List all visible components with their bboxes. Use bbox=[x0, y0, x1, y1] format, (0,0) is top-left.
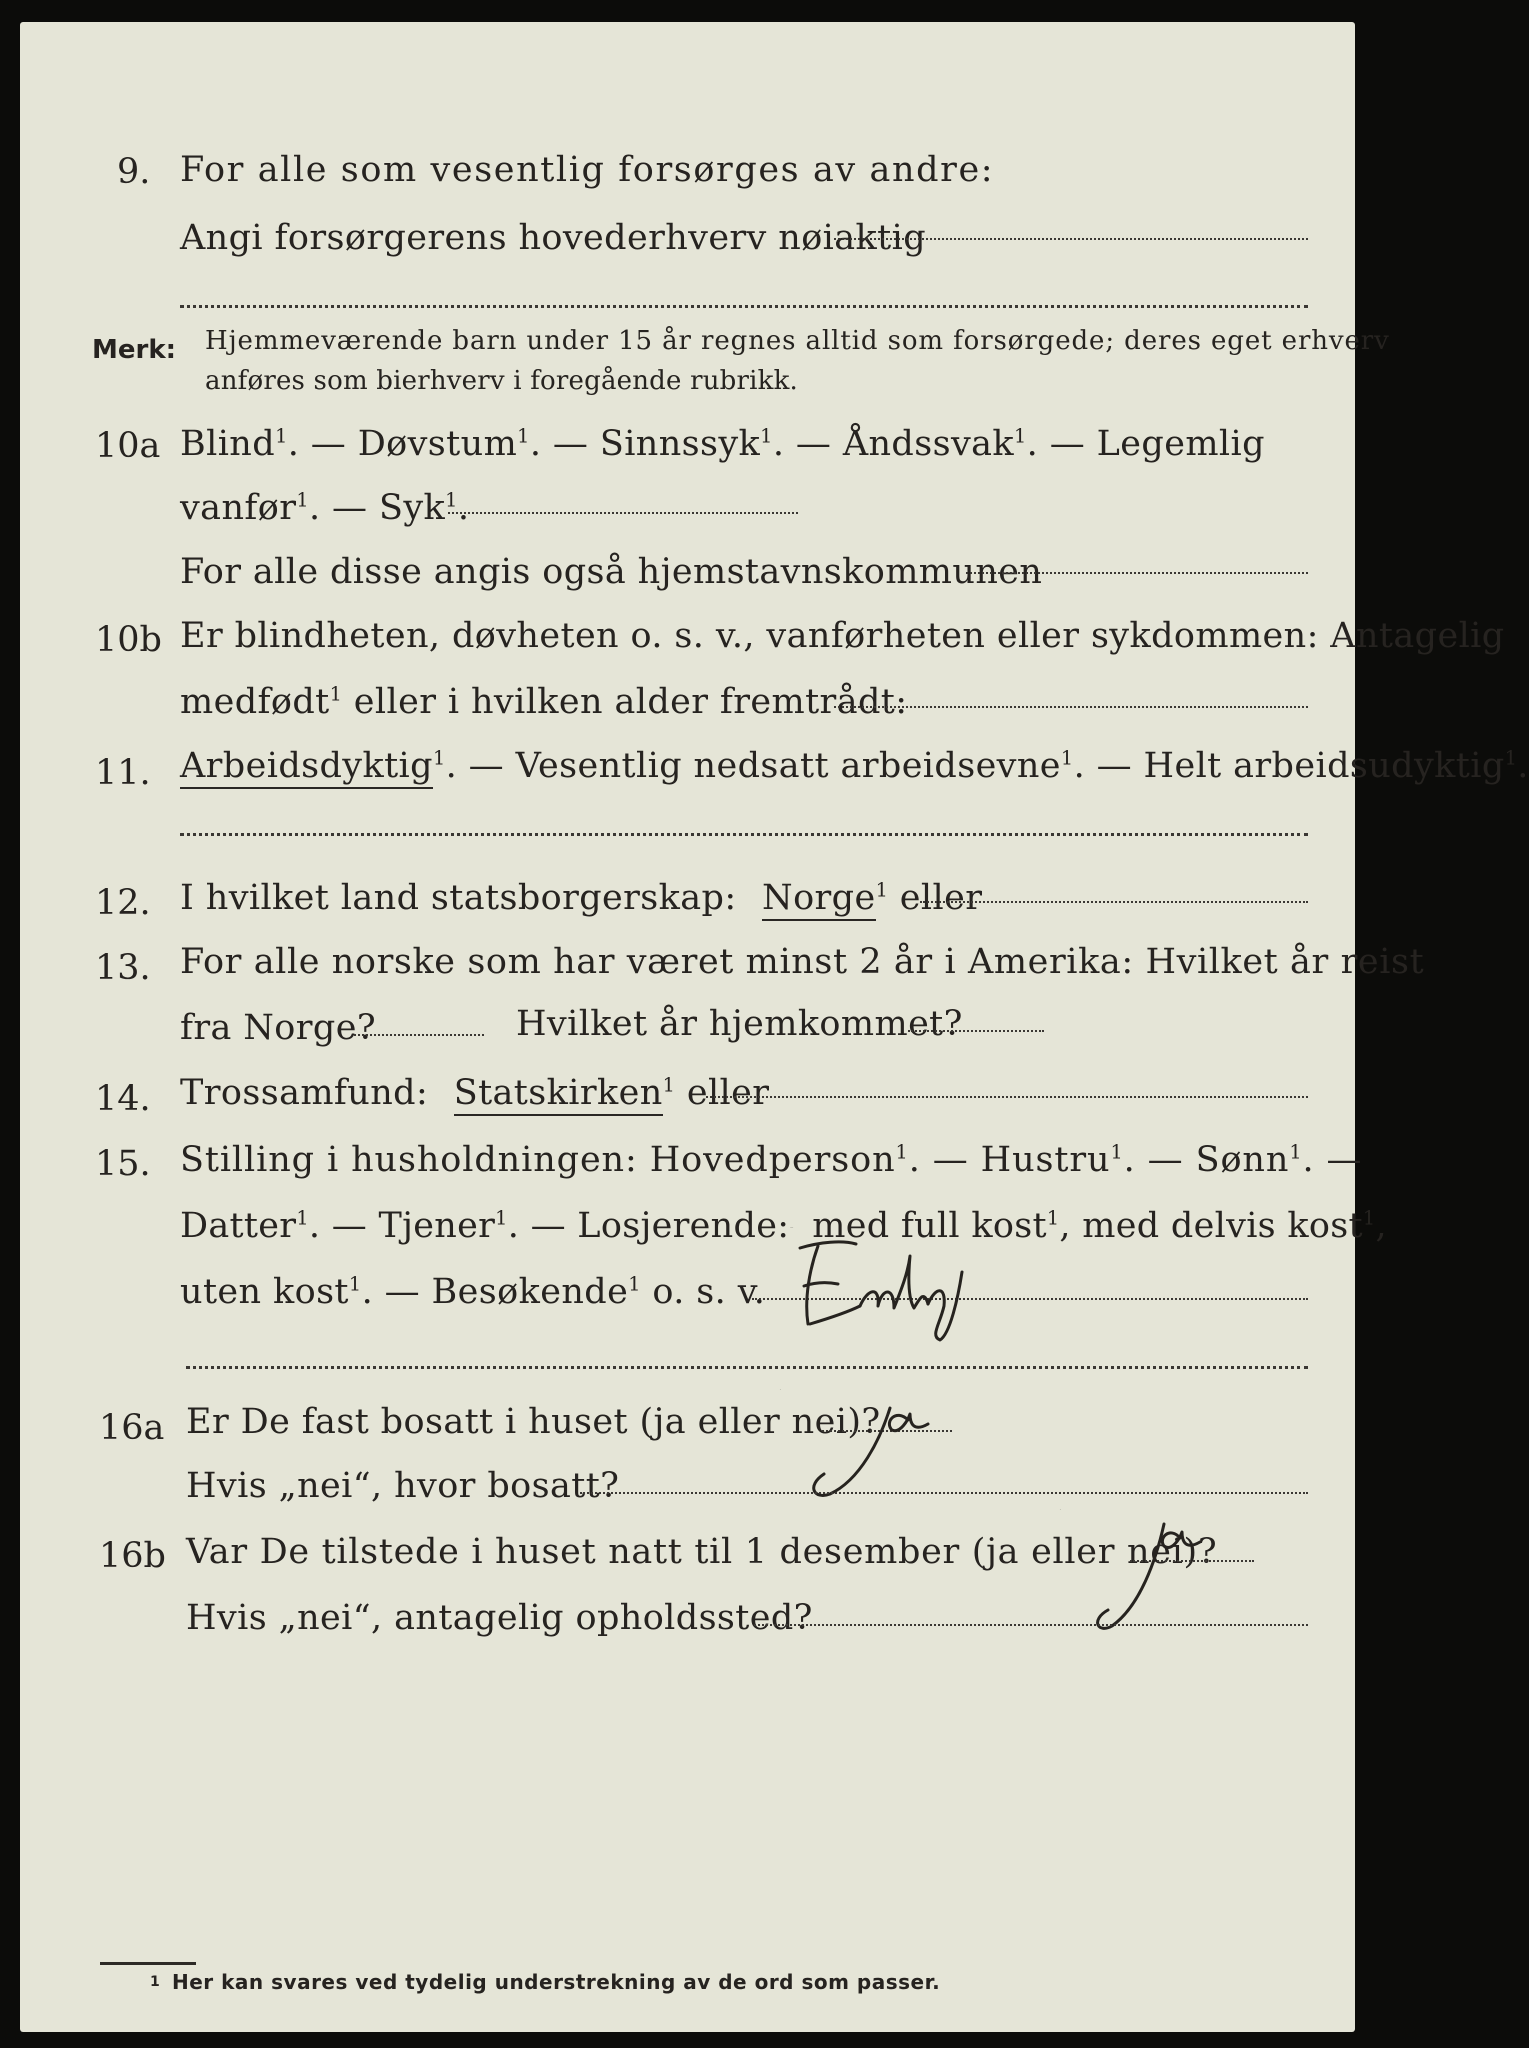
merk-label: Merk: bbox=[92, 335, 177, 365]
q13-reist-field[interactable] bbox=[354, 1034, 484, 1036]
q11-answer-field[interactable] bbox=[180, 833, 1308, 836]
q9-answer-field-2[interactable] bbox=[180, 305, 1308, 308]
option-udyktig[interactable]: . — Helt arbeidsudyktig bbox=[1073, 746, 1505, 786]
q12-number: 12. bbox=[95, 883, 151, 923]
q9-line2: Angi forsørgerens hovederhverv nøiaktig bbox=[180, 218, 927, 258]
q9-number: 9. bbox=[117, 152, 151, 192]
option-medfodt[interactable]: medfødt bbox=[180, 682, 330, 722]
option-syk[interactable]: Syk bbox=[378, 488, 446, 528]
q14-answer-field[interactable] bbox=[706, 1096, 1308, 1098]
q12-line: I hvilket land statsborgerskap: Norge$^1$ eller bbox=[180, 878, 982, 918]
option-nedsatt[interactable]: . — Vesentlig nedsatt arbeidsevne bbox=[445, 746, 1061, 786]
q14-line: Trossamfund: Statskirken$^1$ eller bbox=[180, 1073, 769, 1113]
footnote-mark: 1 bbox=[150, 1974, 161, 1990]
q13-fra-norge: fra Norge? bbox=[180, 1008, 376, 1048]
option-sinnssyk[interactable]: Sinnssyk bbox=[599, 424, 761, 464]
q15-line2: Datter$^1$. — Tjener$^1$. — Losjerende: med full kost$^1$, med delvis kost$^1$, bbox=[180, 1206, 1387, 1246]
q10a-number: 10a bbox=[95, 426, 161, 466]
q10b-answer-field[interactable] bbox=[834, 706, 1308, 708]
q13-line1: For alle norske som har været minst 2 år i Amerika: Hvilket år reist bbox=[180, 942, 1425, 982]
q11-number: 11. bbox=[95, 753, 151, 793]
option-legemlig[interactable]: Legemlig bbox=[1096, 424, 1265, 464]
q15-number: 15. bbox=[95, 1144, 151, 1184]
q16b-opholdssted-field[interactable] bbox=[754, 1624, 1308, 1626]
q9-answer-field[interactable] bbox=[834, 238, 1308, 240]
q13-hjemkommet-field[interactable] bbox=[908, 1030, 1044, 1032]
q10a-hjemstavn-field[interactable] bbox=[966, 572, 1308, 574]
q16b-line1: Var De tilstede i huset natt til 1 desember (ja eller nei)? bbox=[186, 1532, 1218, 1572]
merk-line2: anføres som bierhverv i foregående rubrikk. bbox=[205, 366, 799, 396]
q10b-line2: medfødt$^1$ eller i hvilken alder fremtrådt: bbox=[180, 682, 908, 722]
q14-number: 14. bbox=[95, 1079, 151, 1119]
q12-answer-field[interactable] bbox=[920, 901, 1308, 903]
q16b-number: 16b bbox=[99, 1536, 166, 1576]
option-statskirken[interactable]: Statskirken bbox=[454, 1073, 663, 1116]
q10a-line3: For alle disse angis også hjemstavnskommunen bbox=[180, 552, 1043, 592]
q13-number: 13. bbox=[95, 948, 151, 988]
q16b-line2: Hvis „nei“, antagelig opholdssted? bbox=[186, 1598, 813, 1638]
q15-line3: uten kost$^1$. — Besøkende$^1$ o. s. v. bbox=[180, 1272, 766, 1312]
q10a-line2: vanfør$^1$. — Syk$^1$. bbox=[180, 488, 470, 528]
q16a-line2: Hvis „nei“, hvor bosatt? bbox=[186, 1466, 620, 1506]
merk-line1: Hjemmeværende barn under 15 år regnes alltid som forsørgede; deres eget erhverv bbox=[205, 326, 1390, 356]
q10b-line1: Er blindheten, døvheten o. s. v., vanførheten eller sykdommen: Antagelig bbox=[180, 616, 1505, 656]
option-dovstum[interactable]: Døvstum bbox=[357, 424, 518, 464]
footnote-text: Her kan svares ved tydelig understrekning av de ord som passer. bbox=[172, 1970, 941, 1994]
option-norge[interactable]: Norge bbox=[762, 878, 876, 921]
q9-line1: For alle som vesentlig forsørges av andre: bbox=[180, 150, 995, 190]
q15-handwritten-answer bbox=[790, 1228, 990, 1348]
q11-line: Arbeidsdyktig$^1$. — Vesentlig nedsatt arbeidsevne$^1$. — Helt arbeidsudyktig$^1$. bbox=[180, 746, 1529, 786]
q15-answer-field-2[interactable] bbox=[186, 1366, 1308, 1369]
q16b-answer-text: ja bbox=[1060, 1510, 1061, 1511]
q16a-line1: Er De fast bosatt i huset (ja eller nei)? bbox=[186, 1402, 881, 1442]
option-arbeidsdyktig[interactable]: Arbeidsdyktig bbox=[180, 746, 433, 789]
q10b-number: 10b bbox=[95, 620, 162, 660]
option-andssvak[interactable]: Åndssvak bbox=[842, 424, 1015, 464]
option-blind[interactable]: Blind bbox=[180, 424, 276, 464]
option-vanfor[interactable]: vanfør bbox=[180, 488, 297, 528]
q16a-answer-text: ja bbox=[780, 1390, 781, 1391]
q16a-number: 16a bbox=[99, 1408, 165, 1448]
q13-hjemkommet: Hvilket år hjemkommet? bbox=[516, 1004, 963, 1044]
q10a-answer-field[interactable] bbox=[448, 512, 798, 514]
q16b-handwritten-answer bbox=[1060, 1510, 1240, 1640]
q15-line1: Stilling i husholdningen: Hovedperson$^1$. — Hustru$^1$. — Sønn$^1$. — bbox=[180, 1140, 1363, 1180]
q16a-bosatt-field[interactable] bbox=[580, 1492, 1308, 1494]
footnote-rule bbox=[100, 1962, 196, 1965]
q10a-line1: Blind$^1$. — Døvstum$^1$. — Sinnssyk$^1$. — Åndssvak$^1$. — Legemlig bbox=[180, 424, 1265, 464]
q15-answer-text: Enslig bbox=[790, 1228, 794, 1229]
